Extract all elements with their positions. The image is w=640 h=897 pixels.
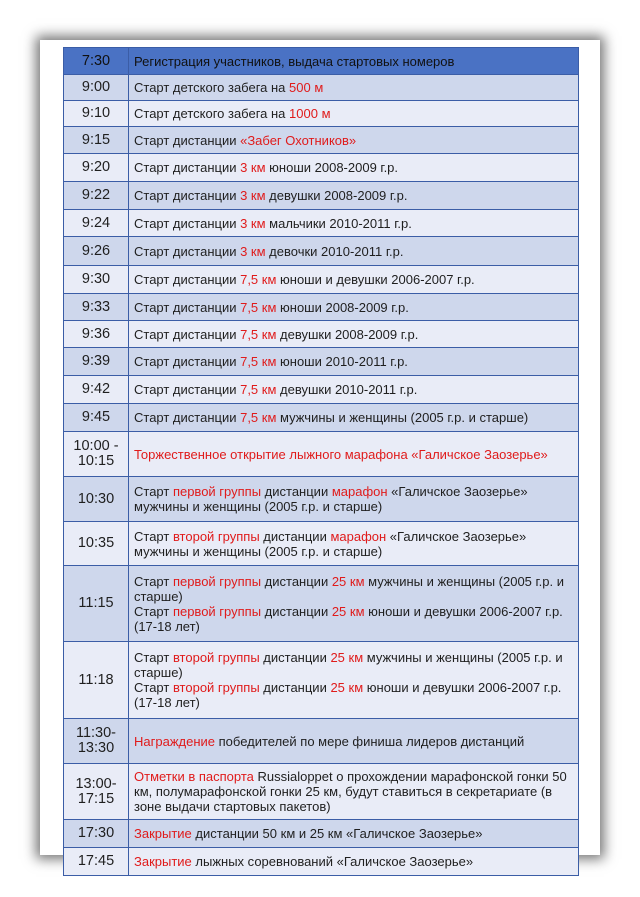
description-text: Старт — [134, 573, 173, 589]
highlight-text: 25 км — [331, 573, 365, 589]
schedule-description — [129, 719, 579, 764]
schedule-row — [64, 432, 579, 477]
description-text: Старт дистанции — [134, 132, 241, 148]
schedule-time: 9:42 — [64, 376, 129, 404]
schedule-description — [129, 321, 579, 348]
schedule-time: 13:00-17:15 — [64, 764, 129, 820]
schedule-row — [64, 848, 579, 876]
schedule-description — [129, 101, 579, 127]
schedule-description — [129, 127, 579, 154]
schedule-description — [129, 210, 579, 237]
schedule-row — [64, 566, 579, 642]
schedule-row — [64, 522, 579, 566]
schedule-description — [129, 154, 579, 182]
schedule-row — [64, 266, 579, 294]
description-text: девушки 2010-2011 г.р. — [276, 382, 418, 397]
schedule-row — [64, 348, 579, 376]
schedule-time: 9:20 — [64, 154, 129, 182]
schedule-row — [64, 182, 579, 210]
schedule-time: 7:30 — [64, 48, 129, 75]
highlight-text: первой группы — [172, 484, 262, 499]
highlight-text: марафон — [331, 484, 388, 499]
highlight-text: 25 км — [330, 680, 364, 695]
highlight-text: марафон — [330, 528, 387, 544]
schedule-description — [129, 237, 579, 266]
description-text: Старт дистанции — [134, 326, 241, 342]
schedule-row — [64, 376, 579, 404]
description-text: дистанции — [259, 680, 331, 695]
description-text: юноши и девушки 2006-2007 г.р. (17-18 лет) — [134, 603, 563, 634]
description-text: Старт — [134, 680, 173, 695]
highlight-text: 7,5 км — [240, 382, 277, 397]
highlight-text: «Забег Охотников» — [240, 132, 357, 148]
description-text: юноши и девушки 2006-2007 г.р. — [276, 272, 475, 287]
description-text: Старт — [134, 603, 173, 619]
description-text: Russialoppet о прохождении марафонской гонки 50 км, полумарафонской гонки 25 км, будут ставиться в секретариате (в зоне выдачи стартовых пакетов) — [134, 769, 567, 814]
highlight-text: 3 км — [240, 188, 266, 203]
description-text: юноши 2010-2011 г.р. — [276, 354, 408, 369]
description-text: Старт дистанции — [134, 299, 241, 315]
description-text: юноши 2008-2009 г.р. — [265, 160, 399, 175]
schedule-description — [129, 294, 579, 321]
description-text: Старт — [134, 484, 173, 499]
highlight-text: Отметки в паспорта — [134, 769, 254, 784]
description-text: Старт дистанции — [134, 215, 241, 231]
description-text: «Галичское Заозерье» мужчины и женщины (2005 г.р. и старше) — [134, 528, 527, 559]
schedule-row — [64, 48, 579, 75]
highlight-text: Закрытие — [134, 854, 192, 869]
description-text: дистанции — [261, 573, 332, 589]
highlight-text: первой группы — [172, 573, 262, 589]
highlight-text: 7,5 км — [240, 272, 277, 287]
schedule-description — [129, 75, 579, 101]
description-text: девочки 2010-2011 г.р. — [265, 243, 404, 259]
description-text: юноши и девушки 2006-2007 г.р. (17-18 лет) — [134, 680, 562, 710]
highlight-text: Закрытие — [134, 826, 192, 841]
description-text: дистанции 50 км и 25 км «Галичское Заозерье» — [191, 826, 483, 841]
schedule-time: 9:30 — [64, 266, 129, 294]
schedule-row — [64, 237, 579, 266]
schedule-time: 9:10 — [64, 101, 129, 127]
schedule-row — [64, 477, 579, 522]
schedule-row — [64, 642, 579, 719]
description-text: дистанции — [261, 603, 332, 619]
highlight-text: 3 км — [240, 215, 266, 231]
description-text: Старт — [134, 528, 173, 544]
highlight-text: второй группы — [172, 650, 260, 665]
schedule-time: 9:45 — [64, 404, 129, 432]
description-text: дистанции — [259, 528, 331, 544]
schedule-time: 9:26 — [64, 237, 129, 266]
schedule-description — [129, 848, 579, 876]
description-text: Старт дистанции — [134, 243, 241, 259]
schedule-description — [129, 522, 579, 566]
schedule-time: 17:45 — [64, 848, 129, 876]
description-text: Старт дистанции — [134, 354, 241, 369]
schedule-row — [64, 321, 579, 348]
schedule-description — [129, 348, 579, 376]
schedule-description — [129, 432, 579, 477]
schedule-description — [129, 764, 579, 820]
schedule-time: 10:35 — [64, 522, 129, 566]
schedule-row — [64, 101, 579, 127]
highlight-text: 25 км — [330, 650, 364, 665]
highlight-text: 25 км — [331, 603, 365, 619]
document-page — [42, 42, 598, 869]
schedule-row — [64, 75, 579, 101]
description-text: Старт дистанции — [134, 188, 241, 203]
schedule-time: 11:30-13:30 — [64, 719, 129, 764]
description-text: победителей по мере финиша лидеров дистанций — [215, 733, 525, 749]
schedule-description — [129, 404, 579, 432]
schedule-row — [64, 820, 579, 848]
schedule-time: 10:00 - 10:15 — [64, 432, 129, 477]
schedule-description — [129, 642, 579, 719]
highlight-text: 1000 м — [289, 106, 331, 121]
schedule-row — [64, 154, 579, 182]
description-text: дистанции — [261, 484, 332, 499]
description-text: мальчики 2010-2011 г.р. — [265, 215, 412, 231]
schedule-description — [129, 48, 579, 75]
schedule-description — [129, 182, 579, 210]
highlight-text: второй группы — [172, 528, 260, 544]
schedule-time: 9:22 — [64, 182, 129, 210]
description-text: девушки 2008-2009 г.р. — [265, 188, 408, 203]
schedule-description — [129, 566, 579, 642]
schedule-row — [64, 719, 579, 764]
schedule-time: 9:39 — [64, 348, 129, 376]
schedule-time: 11:18 — [64, 642, 129, 719]
description-text: Старт дистанции — [134, 410, 241, 425]
description-text: девушки 2008-2009 г.р. — [276, 326, 419, 342]
schedule-row — [64, 404, 579, 432]
highlight-text: второй группы — [172, 680, 260, 695]
description-text: Старт — [134, 650, 173, 665]
highlight-text: 7,5 км — [240, 354, 277, 369]
schedule-row — [64, 294, 579, 321]
schedule-description — [129, 820, 579, 848]
schedule-table — [63, 47, 579, 876]
schedule-time: 11:15 — [64, 566, 129, 642]
highlight-text: 7,5 км — [240, 299, 277, 315]
schedule-description — [129, 477, 579, 522]
schedule-description — [129, 376, 579, 404]
highlight-text: 500 м — [289, 80, 324, 95]
highlight-text: 7,5 км — [240, 326, 277, 342]
schedule-time: 9:36 — [64, 321, 129, 348]
description-text: мужчины и женщины (2005 г.р. и старше) — [134, 573, 565, 604]
description-text: Старт детского забега на — [134, 80, 290, 95]
highlight-text: 3 км — [240, 243, 266, 259]
schedule-time: 17:30 — [64, 820, 129, 848]
schedule-time: 9:33 — [64, 294, 129, 321]
schedule-description — [129, 266, 579, 294]
description-text: Старт детского забега на — [134, 106, 290, 121]
description-text: Старт дистанции — [134, 160, 241, 175]
description-text: мужчины и женщины (2005 г.р. и старше) — [276, 410, 529, 425]
schedule-time: 9:24 — [64, 210, 129, 237]
description-text: Старт дистанции — [134, 382, 241, 397]
description-text: Регистрация участников, выдача стартовых номеров — [134, 53, 455, 69]
schedule-time: 10:30 — [64, 477, 129, 522]
highlight-text: 3 км — [240, 160, 266, 175]
schedule-time: 9:15 — [64, 127, 129, 154]
description-text: юноши 2008-2009 г.р. — [276, 299, 409, 315]
description-text: дистанции — [259, 650, 331, 665]
highlight-text: первой группы — [172, 603, 262, 619]
description-text: лыжных соревнований «Галичское Заозерье» — [191, 854, 474, 869]
description-text: Старт дистанции — [134, 272, 241, 287]
schedule-time: 9:00 — [64, 75, 129, 101]
highlight-text: Награждение — [134, 733, 216, 749]
description-text: «Галичское Заозерье» мужчины и женщины (2005 г.р. и старше) — [134, 484, 528, 514]
schedule-row — [64, 764, 579, 820]
schedule-row — [64, 210, 579, 237]
highlight-text: Торжественное открытие лыжного марафона «Галичское Заозерье» — [134, 446, 548, 462]
highlight-text: 7,5 км — [240, 410, 277, 425]
schedule-row — [64, 127, 579, 154]
description-text: мужчины и женщины (2005 г.р. и старше) — [134, 650, 563, 680]
